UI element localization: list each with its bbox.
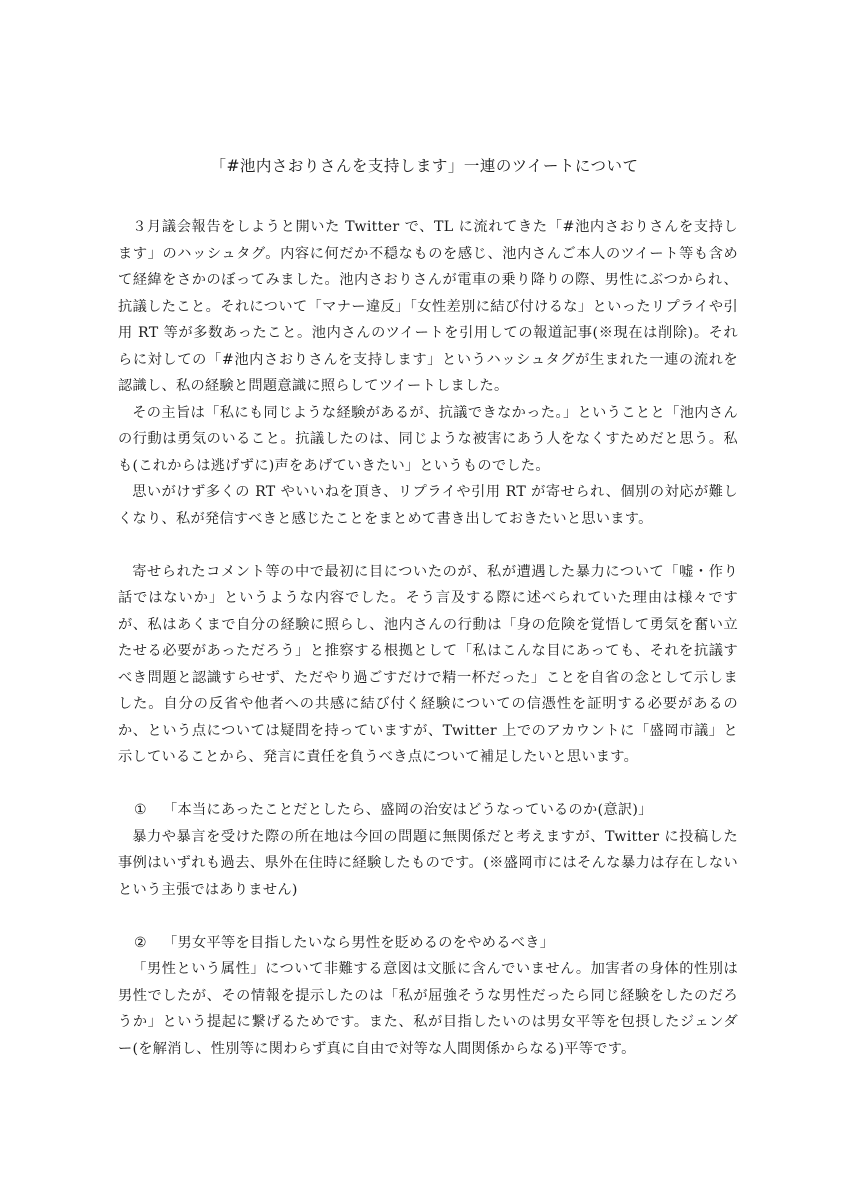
item-2-number: ②: [134, 934, 148, 951]
middle-paragraph: 寄せられたコメント等の中で最初に目についたのが、私が遭遇した暴力について「嘘・作り話ではないか」というような内容でした。そう言及する際に述べられていた理由は様々ですが、私はあくまで自分の経験に照らし、池内さんの行動は「身の危険を覚悟して勇気を奮い立たせる必要があっただろう」と推察する根拠として「私はこんな目にあっても、それを抗議すべき問題と認識すらせず、ただやり過ごすだけで精一杯だった」ことを自省の念として示しました。自分の反省や他者への共感に結び付く経験についての信憑性を証明する必要があるのか、という点については疑問を持っていますが、Twitter 上でのアカウントに「盛岡市議」と示していることから、発言に責任を負うべき点について補足したいと思います。: [118, 563, 738, 765]
paragraph-gap: [118, 771, 738, 798]
item-1-heading: [118, 797, 738, 824]
item-1-number: ①: [134, 802, 148, 818]
item-2-heading-text: 「男女平等を目指したいなら男性を貶めるのをやめるべき」: [163, 934, 555, 951]
item-1-heading-text: 「本当にあったことだとしたら、盛岡の治安はどうなっているのか(意訳)」: [163, 802, 653, 818]
intro-paragraph-2: その主旨は「私にも同じような経験があるが、抗議できなかった。」ということと「池内さんの行動は勇気のいること。抗議したのは、同じような被害にあう人をなくすためだと思う。私も(これからは逃げずに)声をあげていきたい」というものでした。: [118, 404, 738, 474]
document-title: 「#池内さおりさんを支持します」一連のツイートについて: [210, 157, 639, 175]
document-body: [118, 214, 738, 1062]
paragraph-gap: [118, 903, 738, 930]
item-2-heading: [118, 930, 738, 957]
intro-paragraph-3: 思いがけず多くの RT やいいねを頂き、リプライや引用 RT が寄せられ、個別の対応が難しくなり、私が発信すべきと感じたことをまとめて書き出しておきたいと思います。: [118, 484, 738, 527]
item-2-body: 「男性という属性」について非難する意図は文脈に含んでいません。加害者の身体的性別は男性でしたが、その情報を提示したのは「私が屈強そうな男性だったら同じ経験をしたのだろうか」という提起に繋げるためです。また、私が目指したいのは男女平等を包摂したジェンダー(を解消し、性別等に関わらず真に自由で対等な人間関係からなる)平等です。: [118, 961, 738, 1057]
intro-paragraph-1: ３月議会報告をしようと開いた Twitter で、TL に流れてきた「#池内さおりさんを支持します」のハッシュタグ。内容に何だか不穏なものを感じ、池内さんご本人のツイート等も含めて経緯をさかのぼってみました。池内さおりさんが電車の乗り降りの際、男性にぶつかられ、抗議したこと。それについて「マナー違反」「女性差別に結び付けるな」といったリプライや引用 RT 等が多数あったこと。池内さんのツイートを引用しての報道記事(※現在は削除)。それらに対しての「#池内さおりさんを支持します」というハッシュタグが生まれた一連の流れを認識し、私の経験と問題意識に照らしてツイートしました。: [118, 219, 738, 394]
item-1-body: 暴力や暴言を受けた際の所在地は今回の問題に無関係だと考えますが、Twitter に投稿した事例はいずれも過去、県外在住時に経験したものです。(※盛岡市にはそんな暴力は存在しないという主張ではありません): [118, 828, 738, 898]
paragraph-gap: [118, 532, 738, 559]
